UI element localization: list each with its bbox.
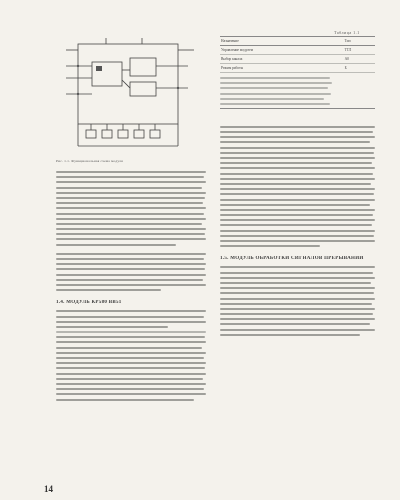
right-column bbox=[220, 36, 375, 339]
left-paragraph-3 bbox=[56, 310, 206, 400]
running-head: Таблица 1.1 bbox=[334, 30, 360, 35]
diagram-register-block bbox=[130, 82, 156, 96]
left-column bbox=[56, 36, 206, 404]
left-paragraph-2 bbox=[56, 253, 206, 291]
spec-table bbox=[220, 36, 375, 73]
spec-table-cell: Выбор канала bbox=[220, 55, 344, 64]
table-row bbox=[220, 46, 375, 55]
diagram-secondary-block bbox=[130, 58, 156, 76]
right-paragraph-2 bbox=[220, 266, 375, 335]
spec-table-cell: Б bbox=[344, 64, 375, 73]
section-heading-right: 1.5. МОДУЛЬ ОБРАБОТКИ СИГНАЛОВ ПРЕРЫВАНИЙ bbox=[220, 256, 364, 262]
table-bottom-rule bbox=[220, 108, 375, 109]
diagram-outer-frame bbox=[78, 44, 178, 124]
table-row bbox=[220, 55, 375, 64]
spec-table-cell: ТТЛ bbox=[344, 46, 375, 55]
spec-table-header-row bbox=[220, 37, 375, 46]
section-heading-left: 1.4. МОДУЛЬ КР580 ВВ51 bbox=[56, 300, 122, 306]
table-body-lines bbox=[220, 77, 375, 105]
right-paragraph-1 bbox=[220, 126, 375, 247]
circuit-diagram bbox=[56, 36, 206, 154]
spec-table-cell: Управление модулем bbox=[220, 46, 344, 55]
left-paragraph-1 bbox=[56, 171, 206, 246]
spec-table-cell: А0 bbox=[344, 55, 375, 64]
table-row bbox=[220, 64, 375, 73]
figure-caption: Рис. 1.1. Функциональная схема модуля bbox=[56, 159, 123, 163]
spec-table-header: Назначение bbox=[220, 37, 344, 46]
spec-table-header: Тип bbox=[344, 37, 375, 46]
page-number: 14 bbox=[44, 484, 53, 494]
spec-table-cell: Режим работы bbox=[220, 64, 344, 73]
diagram-main-block bbox=[92, 62, 122, 86]
